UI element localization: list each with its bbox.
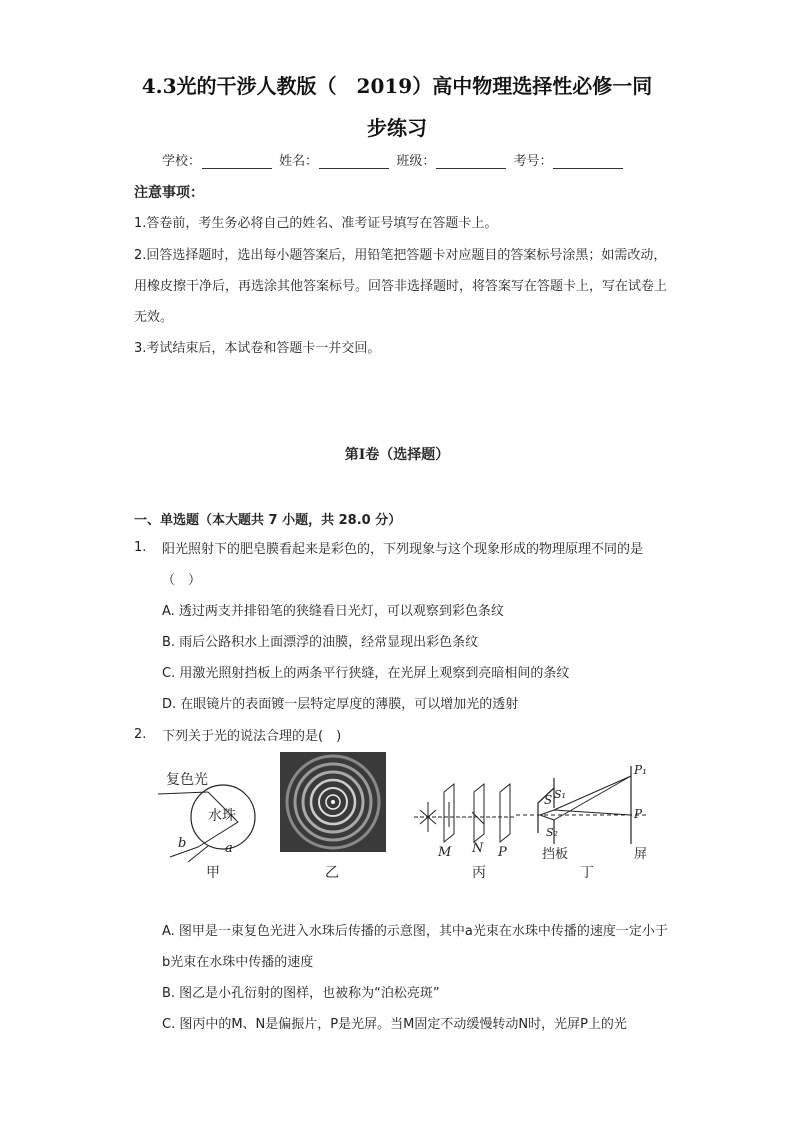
bing-P-label: P [498, 845, 507, 860]
question-1-option-b: B. 雨后公路积水上面漂浮的油膜，经常显现出彩色条纹 [162, 635, 479, 650]
exam-number-label: 考号： [513, 154, 553, 169]
question-2-option-b: B. 图乙是小孔衍射的图样，也被称为“泊松亮斑” [162, 986, 440, 1001]
jia-b-label: b [178, 836, 187, 851]
question-1-option-d: D. 在眼镜片的表面镀一层特定厚度的薄膜，可以增加光的透射 [162, 697, 519, 712]
jia-drop-label: 水珠 [208, 808, 236, 824]
bing-N-label: N [472, 841, 484, 856]
question-2-option-a: A. 图甲是一束复色光进入水珠后传播的示意图，其中a光束在水珠中传播的速度一定小于b光束在水珠中传播的速度 [162, 924, 668, 970]
notice-item-2: 2.回答选择题时，选出每小题答案后，用铅笔把答题卡对应题目的答案标号涂黑；如需改动，用橡皮擦干净后，再选涂其他答案标号。回答非选择题时，将答案写在答题卡上，写在试卷上无效。 [134, 248, 668, 325]
school-blank [202, 154, 272, 169]
class-label: 班级： [396, 154, 436, 169]
question-1-option-a: A. 透过两支并排铅笔的狭缝看日光灯，可以观察到彩色条纹 [162, 604, 504, 619]
ding-board-label: 挡板 [542, 847, 569, 862]
question-type-heading: 一、单选题（本大题共 7 小题，共 28.0 分） [134, 513, 402, 528]
figure-ding-caption: 丁 [580, 865, 594, 881]
ding-S2-label: S₂ [546, 826, 558, 839]
figure-yi-caption: 乙 [325, 865, 339, 881]
exam-number-blank [553, 154, 623, 169]
figure-jia-caption: 甲 [206, 865, 220, 881]
ding-screen-label: 屏 [634, 847, 648, 862]
name-blank [319, 154, 389, 169]
student-info-row [162, 150, 626, 169]
question-1-option-c: C. 用激光照射挡板上的两条平行狭缝，在光屏上观察到亮暗相间的条纹 [162, 666, 570, 681]
ding-S1-label: S₁ [554, 788, 566, 801]
question-1-number: 1. [134, 540, 147, 555]
figure-bing-caption: 丙 [472, 865, 486, 881]
section-title: 第I卷（选择题） [344, 447, 450, 463]
question-2-stem: 下列关于光的说法合理的是( ) [162, 729, 342, 744]
jia-light-label: 复色光 [166, 772, 208, 788]
question-2-option-c: C. 图丙中的M、N是偏振片，P是光屏。当M固定不动缓慢转动N时，光屏P上的光 [162, 1017, 627, 1032]
class-blank [436, 154, 506, 169]
figure-bing-polarizers [414, 772, 524, 872]
name-label: 姓名： [279, 154, 319, 169]
figure-jia-water-drop [158, 772, 268, 872]
ding-P-label: P [634, 807, 643, 821]
question-1-stem: 阳光照射下的肥皂膜看起来是彩色的，下列现象与这个现象形成的物理原理不同的是（ ） [162, 542, 644, 588]
figure-yi-diffraction-pattern [280, 752, 386, 852]
figure-ding-double-slit [516, 758, 656, 863]
ding-P1-label: P₁ [634, 763, 647, 777]
question-2-number: 2. [134, 727, 147, 742]
jia-a-label: a [225, 841, 233, 856]
notice-item-3: 3.考试结束后，本试卷和答题卡一并交回。 [134, 341, 381, 356]
bing-M-label: M [438, 845, 452, 860]
document-title-line1: 4.3光的干涉人教版（ 2019）高中物理选择性必修一同 [141, 74, 653, 98]
document-title-line2: 步练习 [367, 116, 427, 140]
school-label: 学校： [162, 154, 202, 169]
ding-S-label: S [544, 793, 553, 807]
notice-heading: 注意事项： [134, 185, 204, 201]
notice-item-1: 1.答卷前，考生务必将自己的姓名、准考证号填写在答题卡上。 [134, 216, 498, 231]
